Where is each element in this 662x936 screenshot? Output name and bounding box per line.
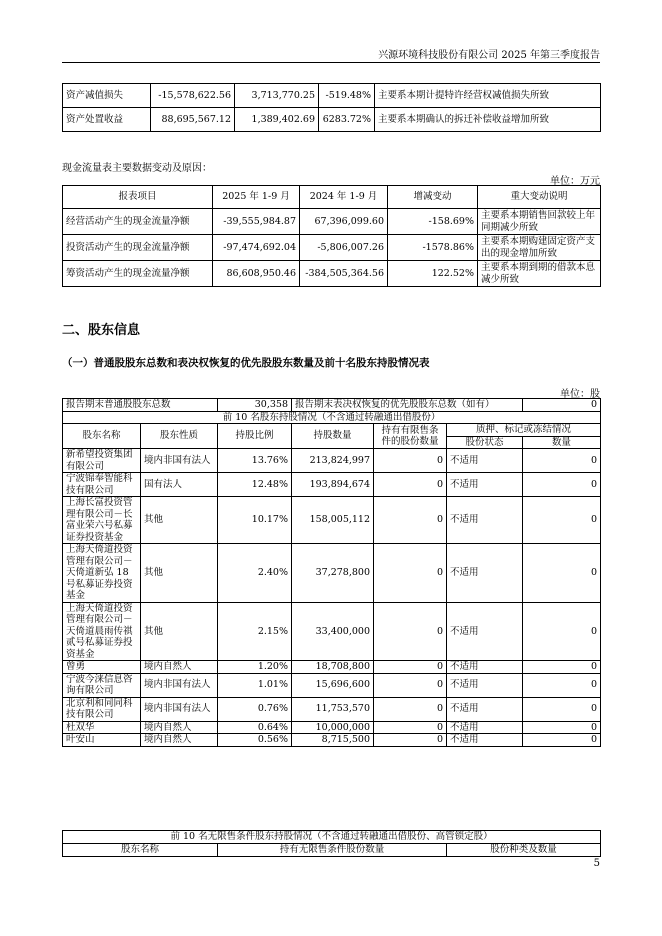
shareholder-restricted: 0 <box>374 544 447 603</box>
shareholder-nature: 其他 <box>141 497 218 544</box>
item-cell: 筹资活动产生的现金流量净额 <box>63 261 213 287</box>
header-row <box>63 424 601 437</box>
shareholder-qty: 8,715,500 <box>292 734 374 747</box>
shareholder-nature: 境内非国有法人 <box>141 697 218 721</box>
prior-value-cell: 1,389,402.69 <box>235 108 319 132</box>
table-row <box>63 673 601 697</box>
shareholder-count: 0 <box>523 721 601 734</box>
shareholder-ratio: 0.56% <box>218 734 292 747</box>
shareholder-qty: 33,400,000 <box>292 602 374 661</box>
table-row <box>63 209 601 235</box>
shareholder-qty: 10,000,000 <box>292 721 374 734</box>
shareholder-count: 0 <box>523 697 601 721</box>
prior-value-cell: 3,713,770.25 <box>235 84 319 108</box>
shareholder-nature: 境内自然人 <box>141 721 218 734</box>
pref-value: 0 <box>523 399 601 412</box>
table-row <box>63 473 601 497</box>
shareholder-count: 0 <box>523 661 601 674</box>
total-label: 报告期末普通股股东总数 <box>63 399 218 412</box>
shareholder-status: 不适用 <box>447 449 523 473</box>
shareholder-count: 0 <box>523 602 601 661</box>
column-header: 增减变动 <box>388 186 478 209</box>
reason-cell: 主要系本期购建固定资产支出的现金增加所致 <box>478 235 601 261</box>
table-row <box>63 734 601 747</box>
shareholder-count: 0 <box>523 497 601 544</box>
change-cell: -1578.86% <box>388 235 478 261</box>
current-value-cell: -39,555,984.87 <box>213 209 300 235</box>
table-row <box>63 108 601 132</box>
table-row <box>63 661 601 674</box>
header-count: 数量 <box>523 436 601 449</box>
table-row <box>63 721 601 734</box>
page-header: 兴源环境科技股份有限公司 2025 年第三季度报告 <box>378 50 600 61</box>
reason-cell: 主要系本期销售回款较上年同期减少所致 <box>478 209 601 235</box>
header-restricted: 持有有限售条件的股份数量 <box>374 424 447 449</box>
unrestricted-header-type: 股份种类及数量 <box>447 844 601 857</box>
shareholder-unit: 单位：股 <box>560 389 600 400</box>
shareholder-restricted: 0 <box>374 661 447 674</box>
prior-value-cell: -384,505,364.56 <box>300 261 388 287</box>
shareholder-qty: 37,278,800 <box>292 544 374 603</box>
item-cell: 资产处置收益 <box>63 108 151 132</box>
reason-cell: 主要系本期计提特许经营权减值损失所致 <box>375 84 601 108</box>
shareholder-name: 宁波今涞信息咨询有限公司 <box>63 673 141 697</box>
column-header: 重大变动说明 <box>478 186 601 209</box>
current-value-cell: -97,474,692.04 <box>213 235 300 261</box>
shareholder-status: 不适用 <box>447 734 523 747</box>
table-row <box>63 449 601 473</box>
shareholder-name: 杜双华 <box>63 721 141 734</box>
reason-cell: 主要系本期到期的借款本息减少所致 <box>478 261 601 287</box>
shareholder-restricted: 0 <box>374 673 447 697</box>
current-value-cell: 88,695,567.12 <box>151 108 235 132</box>
table-header-row <box>63 186 601 209</box>
shareholder-nature: 其他 <box>141 544 218 603</box>
shareholder-ratio: 10.17% <box>218 497 292 544</box>
shareholder-ratio: 1.20% <box>218 661 292 674</box>
shareholder-status: 不适用 <box>447 544 523 603</box>
shareholder-qty: 15,696,600 <box>292 673 374 697</box>
shareholder-qty: 18,708,800 <box>292 661 374 674</box>
shareholder-status: 不适用 <box>447 661 523 674</box>
shareholder-restricted: 0 <box>374 449 447 473</box>
table-row <box>63 544 601 603</box>
shareholder-name: 宁波锦奉智能科技有限公司 <box>63 473 141 497</box>
header-pledge: 质押、标记或冻结情况 <box>447 424 601 437</box>
shareholder-count: 0 <box>523 544 601 603</box>
income-change-table <box>62 83 601 132</box>
shareholder-restricted: 0 <box>374 697 447 721</box>
shareholder-nature: 境内非国有法人 <box>141 673 218 697</box>
unrestricted-title: 前 10 名无限售条件股东持股情况（不含通过转融通出借股份、高管锁定股） <box>63 831 601 844</box>
shareholder-qty: 11,753,570 <box>292 697 374 721</box>
shareholder-nature: 境内非国有法人 <box>141 449 218 473</box>
table-row <box>63 697 601 721</box>
shareholder-name: 北京利和同同科技有限公司 <box>63 697 141 721</box>
shareholder-status: 不适用 <box>447 602 523 661</box>
change-cell: -158.69% <box>388 209 478 235</box>
total-value: 30,358 <box>218 399 292 412</box>
shareholder-table <box>62 398 601 747</box>
prior-value-cell: -5,806,007.26 <box>300 235 388 261</box>
header-ratio: 持股比例 <box>218 424 292 449</box>
summary-row <box>63 399 601 412</box>
shareholder-count: 0 <box>523 673 601 697</box>
unrestricted-header-name: 股东名称 <box>63 844 218 857</box>
shareholder-status: 不适用 <box>447 473 523 497</box>
shareholder-ratio: 0.64% <box>218 721 292 734</box>
section-subtitle: （一）普通股股东总数和表决权恢复的优先股股东数量及前十名股东持股情况表 <box>62 357 430 369</box>
current-value-cell: 86,608,950.46 <box>213 261 300 287</box>
item-cell: 资产减值损失 <box>63 84 151 108</box>
header-status: 股份状态 <box>447 436 523 449</box>
shareholder-ratio: 13.76% <box>218 449 292 473</box>
shareholder-restricted: 0 <box>374 497 447 544</box>
shareholder-name: 曾勇 <box>63 661 141 674</box>
cashflow-intro: 现金流量表主要数据变动及原因： <box>62 163 212 174</box>
unrestricted-table <box>62 830 601 857</box>
shareholder-status: 不适用 <box>447 721 523 734</box>
table-row <box>63 261 601 287</box>
table-row <box>63 602 601 661</box>
header-qty: 持股数量 <box>292 424 374 449</box>
prior-value-cell: 67,396,099.60 <box>300 209 388 235</box>
shareholder-name: 上海天倚道投资管理有限公司－天倚道新弘 18 号私募证券投资基金 <box>63 544 141 603</box>
header-divider <box>62 62 600 63</box>
shareholder-name: 上海长富投资管理有限公司－长富业荣六号私募证券投资基金 <box>63 497 141 544</box>
shareholder-name: 上海天倚道投资管理有限公司－天倚道晨雨传祺贰号私募证券投资基金 <box>63 602 141 661</box>
shareholder-status: 不适用 <box>447 497 523 544</box>
header-name: 股东名称 <box>63 424 141 449</box>
cashflow-table <box>62 185 601 287</box>
shareholder-restricted: 0 <box>374 602 447 661</box>
pref-label: 报告期末表决权恢复的优先股股东总数（如有） <box>292 399 523 412</box>
shareholder-count: 0 <box>523 449 601 473</box>
column-header: 2024 年 1-9 月 <box>300 186 388 209</box>
column-header: 2025 年 1-9 月 <box>213 186 300 209</box>
shareholder-nature: 其他 <box>141 602 218 661</box>
shareholder-restricted: 0 <box>374 473 447 497</box>
unrestricted-header-qty: 持有无限售条件股份数量 <box>218 844 447 857</box>
shareholder-status: 不适用 <box>447 697 523 721</box>
shareholder-qty: 193,894,674 <box>292 473 374 497</box>
reason-cell: 主要系本期确认的拆迁补偿收益增加所致 <box>375 108 601 132</box>
change-cell: 6283.72% <box>319 108 375 132</box>
change-cell: 122.52% <box>388 261 478 287</box>
table-row <box>63 497 601 544</box>
shareholder-ratio: 1.01% <box>218 673 292 697</box>
item-cell: 投资活动产生的现金流量净额 <box>63 235 213 261</box>
cashflow-unit: 单位：万元 <box>550 176 600 187</box>
shareholder-count: 0 <box>523 734 601 747</box>
shareholder-name: 叶安山 <box>63 734 141 747</box>
top10-title: 前 10 名股东持股情况（不含通过转融通出借股份） <box>63 411 601 424</box>
shareholder-ratio: 2.40% <box>218 544 292 603</box>
shareholder-ratio: 2.15% <box>218 602 292 661</box>
change-cell: -519.48% <box>319 84 375 108</box>
shareholder-qty: 213,824,997 <box>292 449 374 473</box>
shareholder-nature: 境内自然人 <box>141 734 218 747</box>
top10-title-row <box>63 411 601 424</box>
header-nature: 股东性质 <box>141 424 218 449</box>
shareholder-restricted: 0 <box>374 721 447 734</box>
shareholder-ratio: 12.48% <box>218 473 292 497</box>
shareholder-status: 不适用 <box>447 673 523 697</box>
shareholder-restricted: 0 <box>374 734 447 747</box>
shareholder-count: 0 <box>523 473 601 497</box>
page-number: 5 <box>593 858 600 869</box>
column-header: 报表项目 <box>63 186 213 209</box>
shareholder-nature: 境内自然人 <box>141 661 218 674</box>
section-title: 二、股东信息 <box>62 323 141 338</box>
shareholder-qty: 158,005,112 <box>292 497 374 544</box>
shareholder-nature: 国有法人 <box>141 473 218 497</box>
item-cell: 经营活动产生的现金流量净额 <box>63 209 213 235</box>
shareholder-ratio: 0.76% <box>218 697 292 721</box>
table-row <box>63 235 601 261</box>
table-row <box>63 84 601 108</box>
shareholder-name: 新希望投资集团有限公司 <box>63 449 141 473</box>
current-value-cell: -15,578,622.56 <box>151 84 235 108</box>
